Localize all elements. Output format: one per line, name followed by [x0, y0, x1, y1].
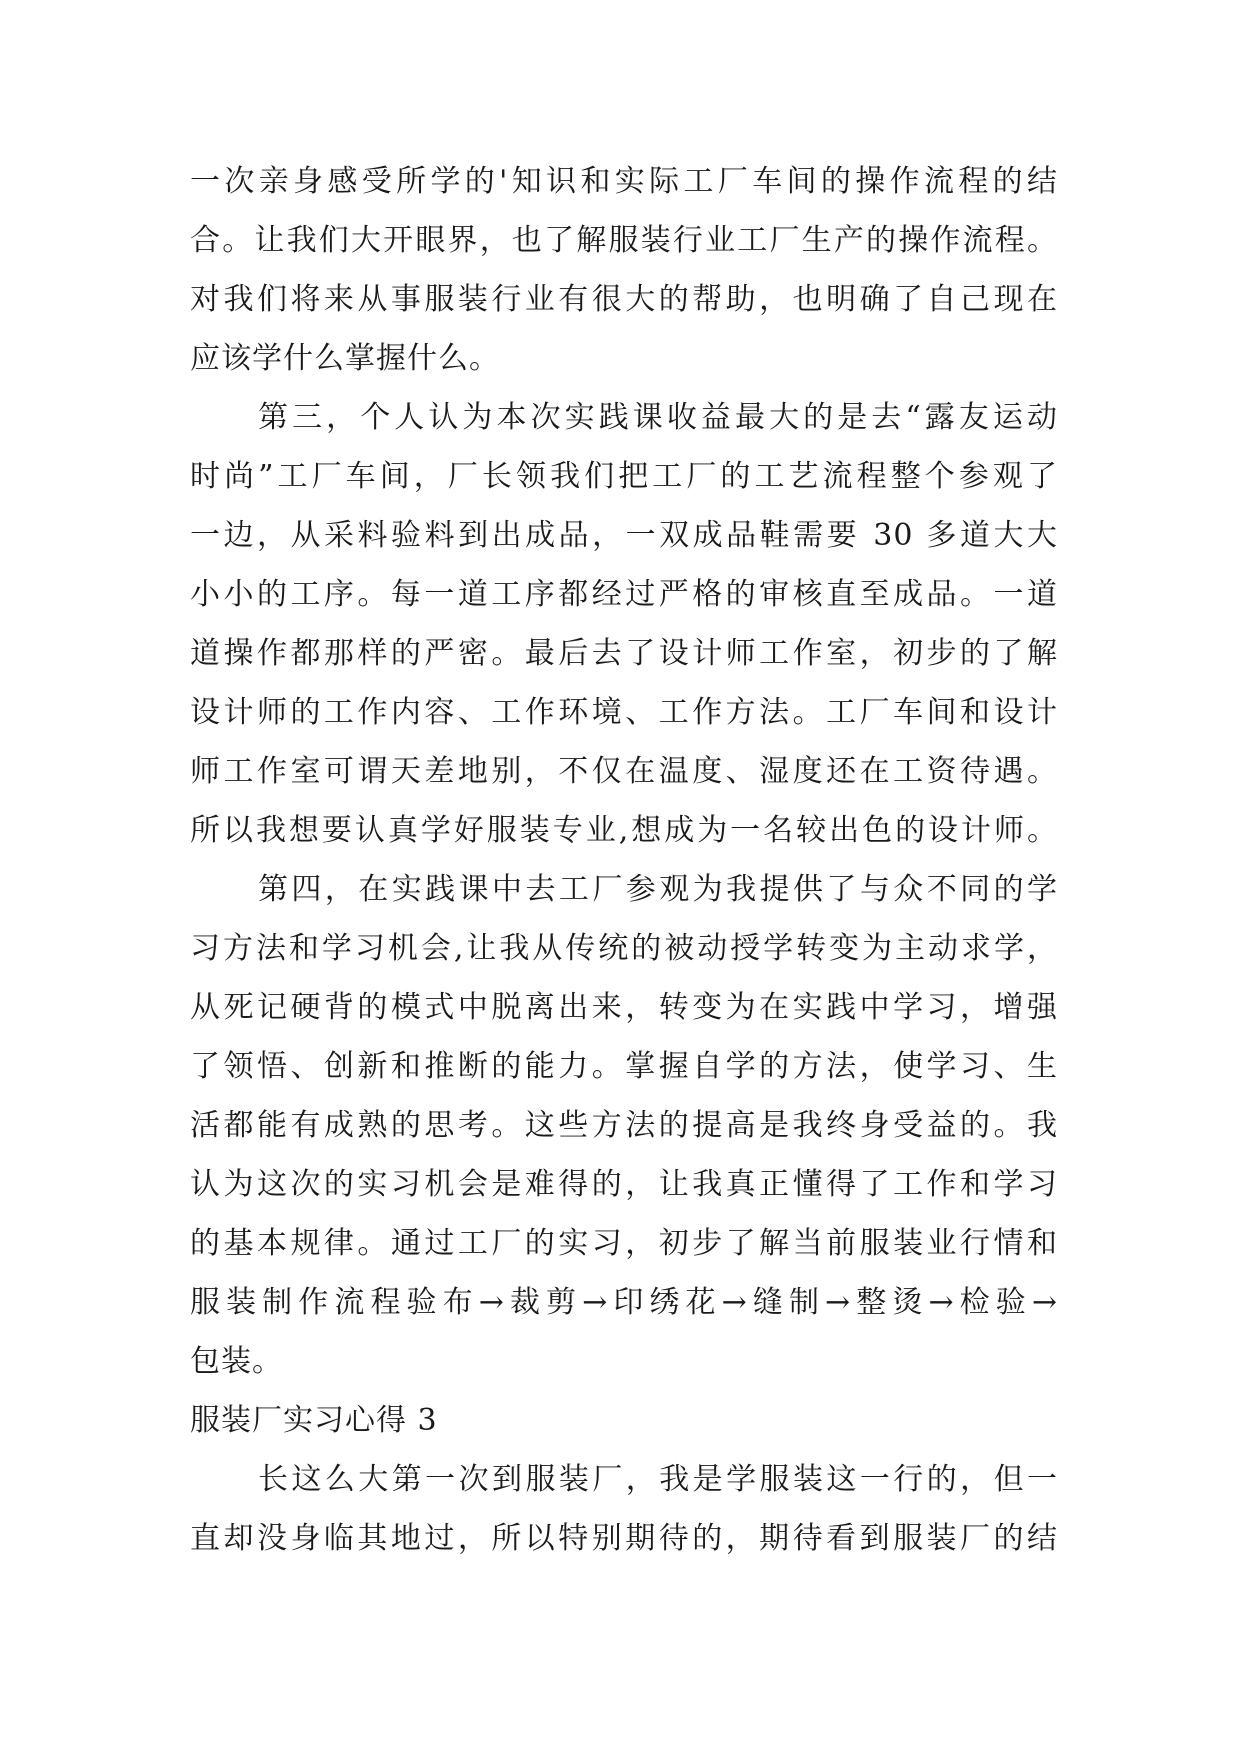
paragraph-first-line: 第四，在实践课中去工厂参观为我提供了与众不同的学	[258, 872, 1058, 907]
text-line: 了领悟、创新和推断的能力。掌握自学的方法，使学习、生	[190, 1049, 1058, 1084]
section-heading: 服装厂实习心得 3	[190, 1403, 438, 1438]
paragraph-first-line: 第三，个人认为本次实践课收益最大的是去“露友运动	[258, 400, 1058, 435]
text-line: 活都能有成熟的思考。这些方法的提高是我终身受益的。我	[190, 1108, 1058, 1143]
text-line: 的基本规律。通过工厂的实习，初步了解当前服装业行情和	[190, 1226, 1058, 1261]
text-line: 所以我想要认真学好服装专业,想成为一名较出色的设计师。	[190, 813, 1058, 848]
text-line: 应该学什么掌握什么。	[190, 341, 500, 376]
text-line: 合。让我们大开眼界，也了解服装行业工厂生产的操作流程。	[190, 223, 1058, 258]
text-line: 设计师的工作内容、工作环境、工作方法。工厂车间和设计	[190, 695, 1058, 730]
text-line: 包装。	[190, 1344, 283, 1379]
text-line: 服装制作流程验布→裁剪→印绣花→缝制→整烫→检验→	[190, 1285, 1058, 1320]
text-line: 一次亲身感受所学的'知识和实际工厂车间的操作流程的结	[190, 164, 1058, 199]
text-line: 一边，从采料验料到出成品，一双成品鞋需要 30 多道大大	[190, 518, 1058, 553]
text-line: 时尚”工厂车间，厂长领我们把工厂的工艺流程整个参观了	[190, 459, 1058, 494]
text-line: 小小的工序。每一道工序都经过严格的审核直至成品。一道	[190, 577, 1058, 612]
text-line: 师工作室可谓天差地别，不仅在温度、湿度还在工资待遇。	[190, 754, 1058, 789]
document-body	[190, 152, 1058, 1568]
text-line: 认为这次的实习机会是难得的，让我真正懂得了工作和学习	[190, 1167, 1058, 1202]
text-line: 习方法和学习机会,让我从传统的被动授学转变为主动求学，	[190, 931, 1058, 966]
text-line: 道操作都那样的严密。最后去了设计师工作室，初步的了解	[190, 636, 1058, 671]
text-line: 直却没身临其地过，所以特别期待的，期待看到服装厂的结	[190, 1521, 1058, 1556]
text-line: 对我们将来从事服装行业有很大的帮助，也明确了自己现在	[190, 282, 1058, 317]
text-line: 从死记硬背的模式中脱离出来，转变为在实践中学习，增强	[190, 990, 1058, 1025]
paragraph-first-line: 长这么大第一次到服装厂，我是学服装这一行的，但一	[258, 1462, 1058, 1497]
